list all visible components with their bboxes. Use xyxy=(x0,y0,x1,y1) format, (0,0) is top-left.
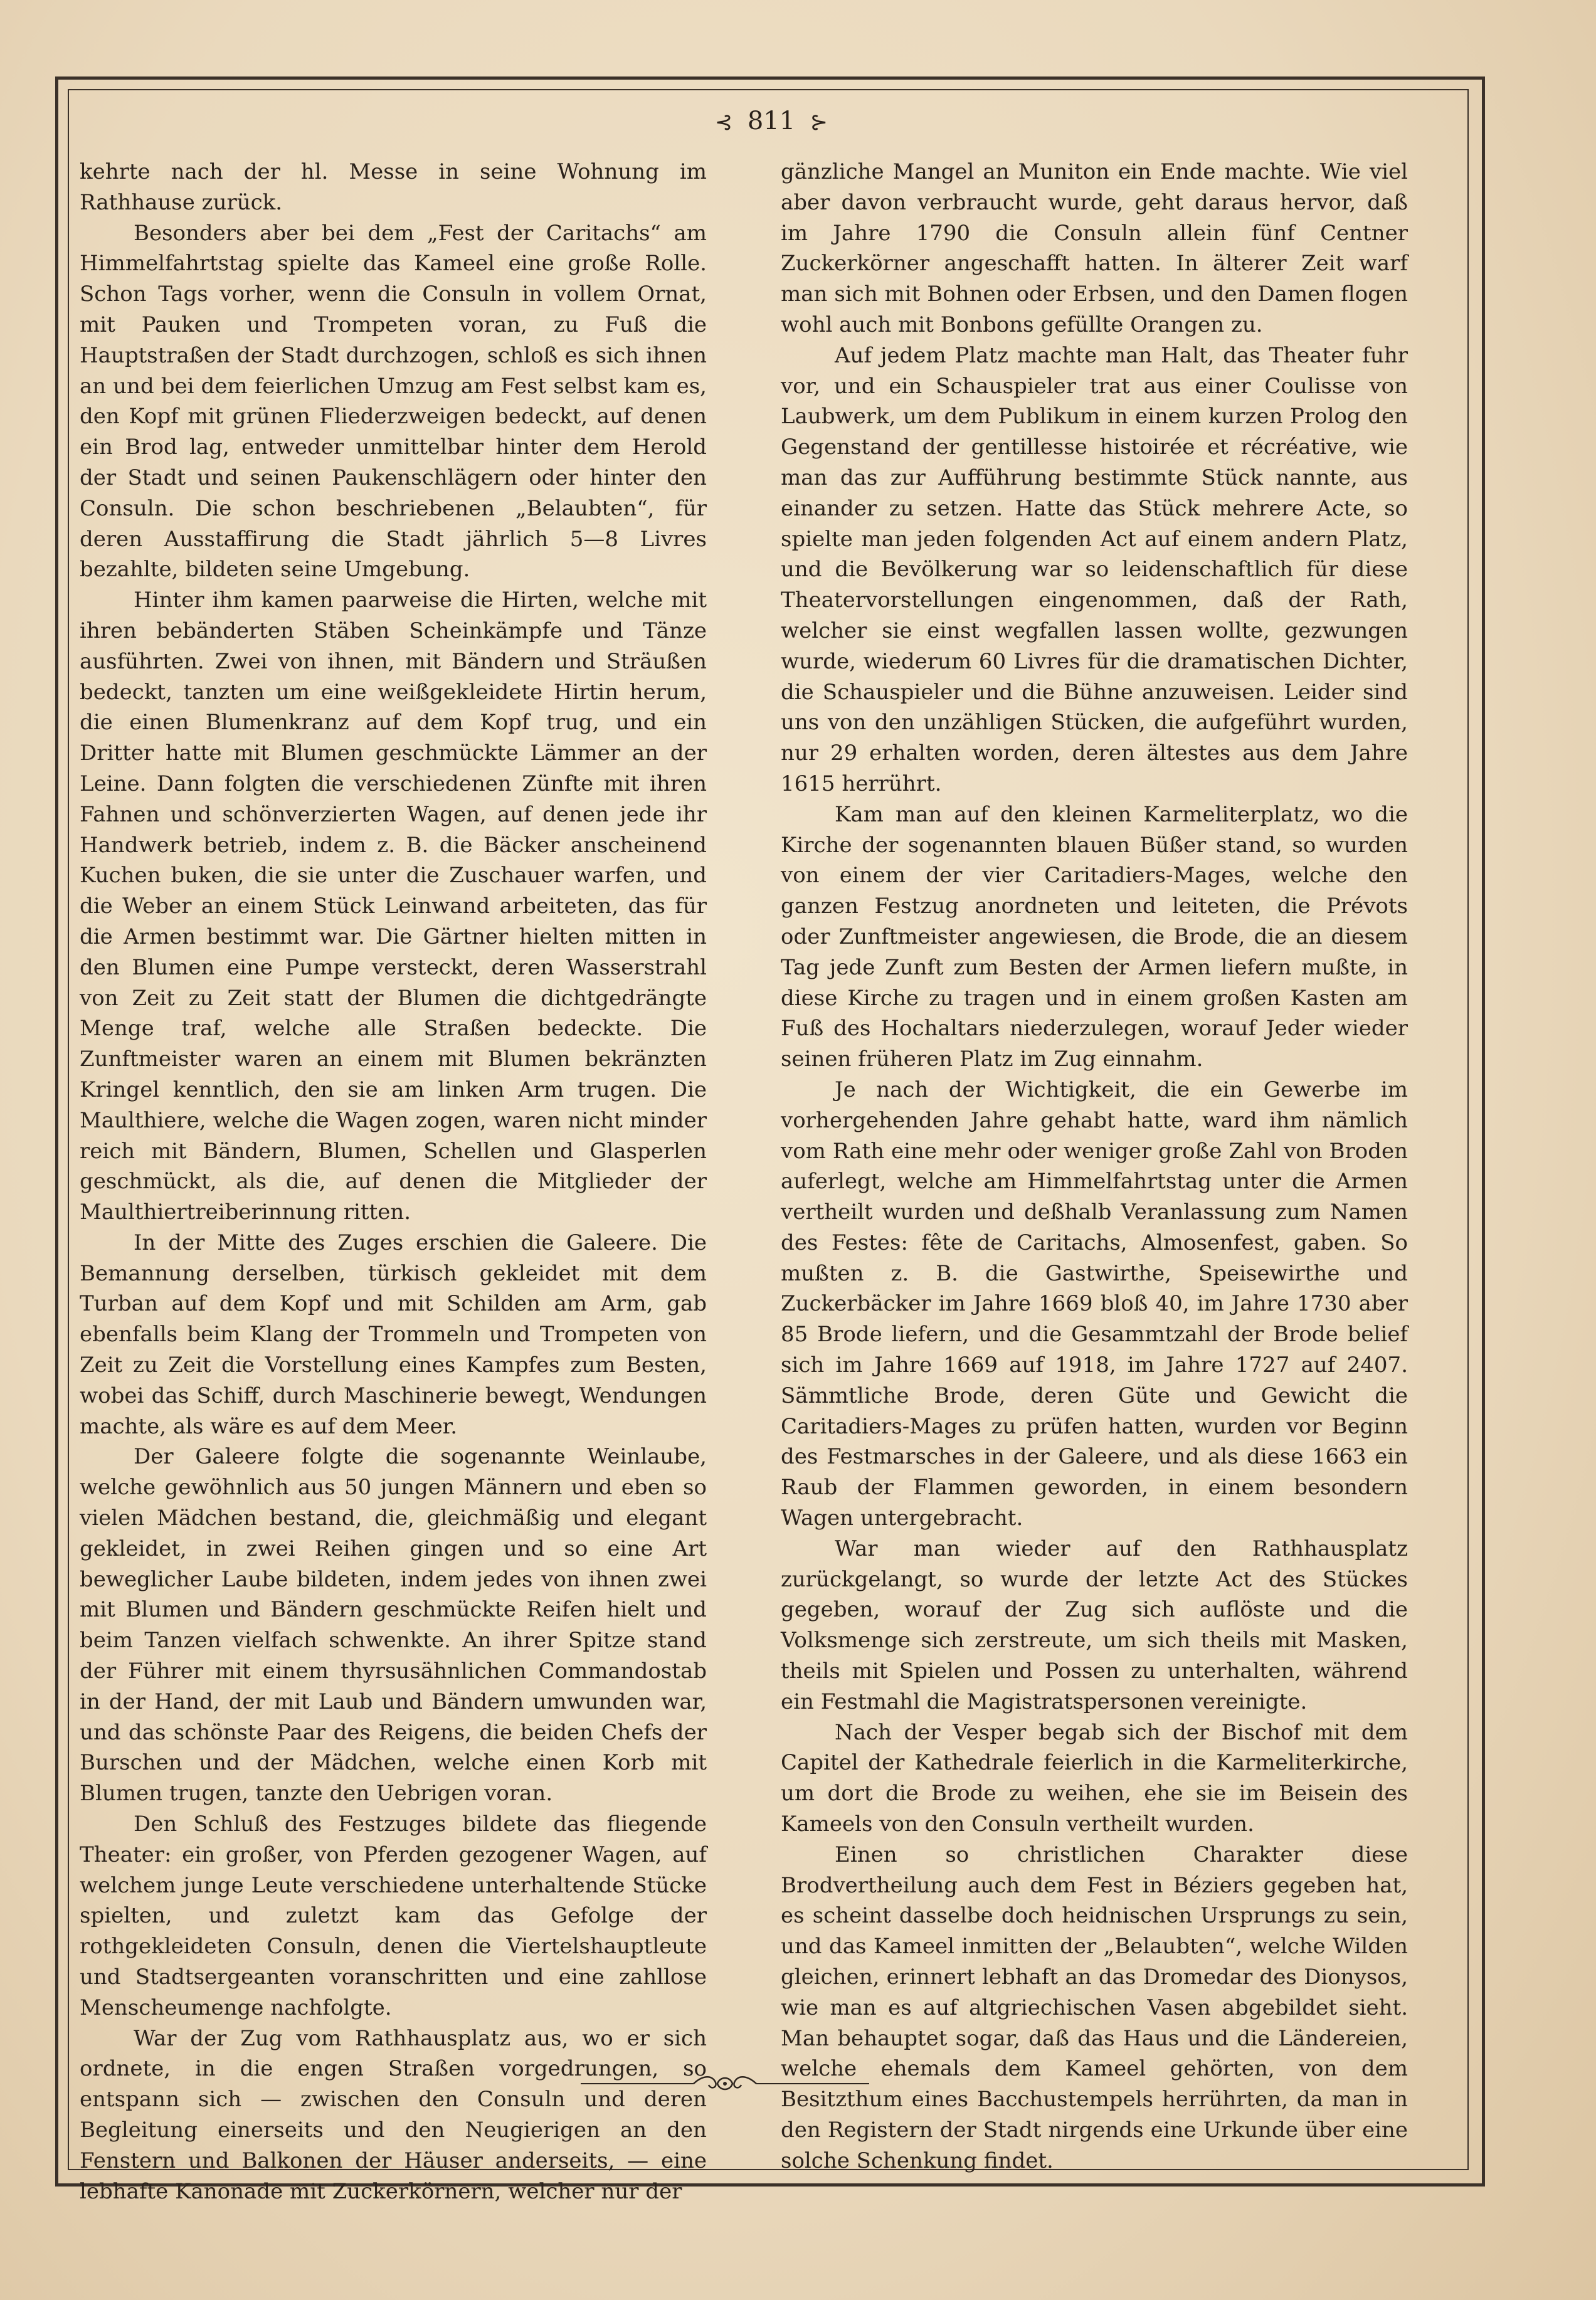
paragraph: Besonders aber bei dem „Fest der Caritachs“ am Himmelfahrtstag spielte das Kameel eine große Rolle. Schon Tags vorher, wenn die Consuln in vollem Ornat, mit Pauken und Trompeten voran, zu Fuß die Hauptstraßen der Stadt durchzogen, schloß es sich ihnen an und bei dem feierlichen Umzug am Fest selbst kam es, den Kopf mit grünen Fliederzweigen bedeckt, auf denen ein Brod lag, entweder unmittelbar hinter dem Herold der Stadt und seinen Paukenschlägern oder hinter den Consuln. Die schon beschriebenen „Belaubten“, für deren Ausstaffirung die Stadt jährlich 5—8 Livres bezahlte, bildeten seine Umgebung. xyxy=(80,220,707,583)
end-ornament-rule-icon xyxy=(581,2071,869,2096)
page-number: 811 xyxy=(747,107,796,135)
paragraph: kehrte nach der hl. Messe in seine Wohnung im Rathhause zurück. xyxy=(80,159,707,215)
paragraph: Je nach der Wichtigkeit, die ein Gewerbe im vorhergehenden Jahre gehabt hatte, ward ihm nämlich vom Rath eine mehr oder weniger große Zahl von Broden auferlegt, welche am Himmelfahrtstag unter die Armen vertheilt wurden und deßhalb Veranlassung zum Namen des Festes: fête de Caritachs, Almosenfest, gaben. So mußten z. B. die Gastwirthe, Speisewirthe und Zuckerbäcker im Jahre 1669 bloß 40, im Jahre 1730 aber 85 Brode liefern, und die Gesammtzahl der Brode belief sich im Jahre 1669 auf 1918, im Jahre 1727 auf 2407. Sämmtliche Brode, deren Güte und Gewicht die Caritadiers-Mages zu prüfen hatten, wurden vor Beginn des Festmarsches in der Galeere, und als diese 1663 ein Raub der Flammen geworden, in einem besondern Wagen untergebracht. xyxy=(781,1077,1408,1531)
paragraph: Einen so christlichen Charakter diese Brodvertheilung auch dem Fest in Béziers gegeben hat, es scheint dasselbe doch heidnischen Ursprungs zu sein, und das Kameel inmitten der „Belaubten“, welche Wilden gleichen, erinnert lebhaft an das Dromedar des Dionysos, wie man es auf altgriechischen Vasen abgebildet sieht. Man behauptet sogar, daß das Haus und die Ländereien, welche ehemals dem Kameel gehörten, von dem Besitzthum eines Bacchustempels herrührten, da man in den Registern der Stadt nirgends eine Urkunde über eine solche Schenkung findet. xyxy=(781,1842,1408,2173)
paragraph: In der Mitte des Zuges erschien die Galeere. Die Bemannung derselben, türkisch gekleidet mit dem Turban auf dem Kopf und mit Schilden am Arm, gab ebenfalls beim Klang der Trommeln und Trompeten von Zeit zu Zeit die Vorstellung eines Kampfes zum Besten, wobei das Schiff, durch Maschinerie bewegt, Wendungen machte, als wäre es auf dem Meer. xyxy=(80,1230,707,1439)
paragraph: War man wieder auf den Rathhausplatz zurückgelangt, so wurde der letzte Act des Stückes gegeben, worauf der Zug sich auflöste und die Volksmenge sich zerstreute, um sich theils mit Masken, theils mit Spielen und Possen zu unterhalten, während ein Festmahl die Magistratspersonen vereinigte. xyxy=(781,1536,1408,1714)
paragraph: War der Zug vom Rathhausplatz aus, wo er sich ordnete, in die engen Straßen vorgedrungen, so entspann sich — zwischen den Consuln und deren Begleitung einerseits und den Neugierigen an den Fenstern und Balkonen der Häuser anderseits, — eine lebhafte Kanonade mit Zuckerkörnern, welcher nur der xyxy=(80,2025,707,2204)
paragraph: Kam man auf den kleinen Karmeliterplatz, wo die Kirche der sogenannten blauen Büßer stand, so wurden von einem der vier Caritadiers-Mages, welche den ganzen Festzug anordneten und leiteten, die Prévots oder Zunftmeister angewiesen, die Brode, die an diesem Tag jede Zunft zum Besten der Armen liefern mußte, in diese Kirche zu tragen und in einem großen Kasten am Fuß des Hochaltars niederzulegen, worauf Jeder wieder seinen früheren Platz im Zug einnahm. xyxy=(781,801,1408,1072)
paragraph: Hinter ihm kamen paarweise die Hirten, welche mit ihren bebänderten Stäben Scheinkämpfe und Tänze ausführten. Zwei von ihnen, mit Bändern und Sträußen bedeckt, tanzten um eine weißgekleidete Hirtin herum, die einen Blumenkranz auf dem Kopf trug, und ein Dritter hatte mit Blumen geschmückte Lämmer an der Leine. Dann folgten die verschiedenen Zünfte mit ihren Fahnen und schönverzierten Wagen, auf denen jede ihr Handwerk betrieb, indem z. B. die Bäcker anscheinend Kuchen buken, die sie unter die Zuschauer warfen, und die Weber an einem Stück Leinwand arbeiteten, das für die Armen bestimmt war. Die Gärtner hielten mitten in den Blumen eine Pumpe versteckt, deren Wasserstrahl von Zeit zu Zeit statt der Blumen die dichtgedrängte Menge traf, welche alle Straßen bedeckte. Die Zunftmeister waren an einem mit Blumen bekränzten Kringel kenntlich, den sie am linken Arm trugen. Die Maulthiere, welche die Wagen zogen, waren nicht minder reich mit Bändern, Blumen, Schellen und Glasperlen geschmückt, als die, auf denen die Mitglieder der Maulthiertreiberinnung ritten. xyxy=(80,588,707,1225)
paragraph: gänzliche Mangel an Muniton ein Ende machte. Wie viel aber davon verbraucht wurde, geht daraus hervor, daß im Jahre 1790 die Consuln allein fünf Centner Zuckerkörner angeschafft hatten. In älterer Zeit warf man sich mit Bohnen oder Erbsen, und den Damen flogen wohl auch mit Bonbons gefüllte Orangen zu. xyxy=(781,159,1408,337)
left-column xyxy=(80,157,707,2207)
paragraph: Der Galeere folgte die sogenannte Weinlaube, welche gewöhnlich aus 50 jungen Männern und eben so vielen Mädchen bestand, die, gleichmäßig und elegant gekleidet, in zwei Reihen gingen und so eine Art beweglicher Laube bildeten, indem jedes von ihnen zwei mit Blumen und Bändern geschmückte Reifen hielt und beim Tanzen vielfach schwenkte. An ihrer Spitze stand der Führer mit einem thyrsusähnlichen Commandostab in der Hand, der mit Laub und Bändern umwunden war, und das schönste Paar des Reigens, die beiden Chefs der Burschen und der Mädchen, welche einen Korb mit Blumen trugen, tanzte den Uebrigen voran. xyxy=(80,1444,707,1807)
ornament-right-icon: ⊱ xyxy=(810,110,828,135)
paragraph: Den Schluß des Festzuges bildete das fliegende Theater: ein großer, von Pferden gezogener Wagen, auf welchem junge Leute verschiedene unterhaltende Stücke spielten, und zuletzt kam das Gefolge der rothgekleideten Consuln, denen die Viertelshauptleute und Stadtsergeanten voranschritten und eine zahllose Menscheumenge nachfolgte. xyxy=(80,1812,707,2020)
paragraph: Auf jedem Platz machte man Halt, das Theater fuhr vor, und ein Schauspieler trat aus einer Coulisse von Laubwerk, um dem Publikum in einem kurzen Prolog den Gegenstand der gentillesse histoirée et récréative, wie man das zur Aufführung bestimmte Stück nannte, aus einander zu setzen. Hatte das Stück mehrere Acte, so spielte man jeden folgenden Act auf einem andern Platz, und die Bevölkerung war so leidenschaftlich für diese Theatervorstellungen eingenommen, daß der Rath, welcher sie einst wegfallen lassen wollte, gezwungen wurde, wiederum 60 Livres für die dramatischen Dichter, die Schauspieler und die Bühne anzuweisen. Leider sind uns von den unzähligen Stücken, die aufgeführt wurden, nur 29 erhalten worden, deren ältestes aus dem Jahre 1615 herrührt. xyxy=(781,342,1408,796)
right-column xyxy=(781,157,1408,2176)
page-number-header xyxy=(690,105,853,137)
paragraph: Nach der Vesper begab sich der Bischof mit dem Capitel der Kathedrale feierlich in die Karmeliterkirche, um dort die Brode zu weihen, ehe sie im Beisein des Kameels von den Consuln vertheilt wurden. xyxy=(781,1719,1408,1837)
ornament-left-icon: ⊰ xyxy=(714,110,733,135)
